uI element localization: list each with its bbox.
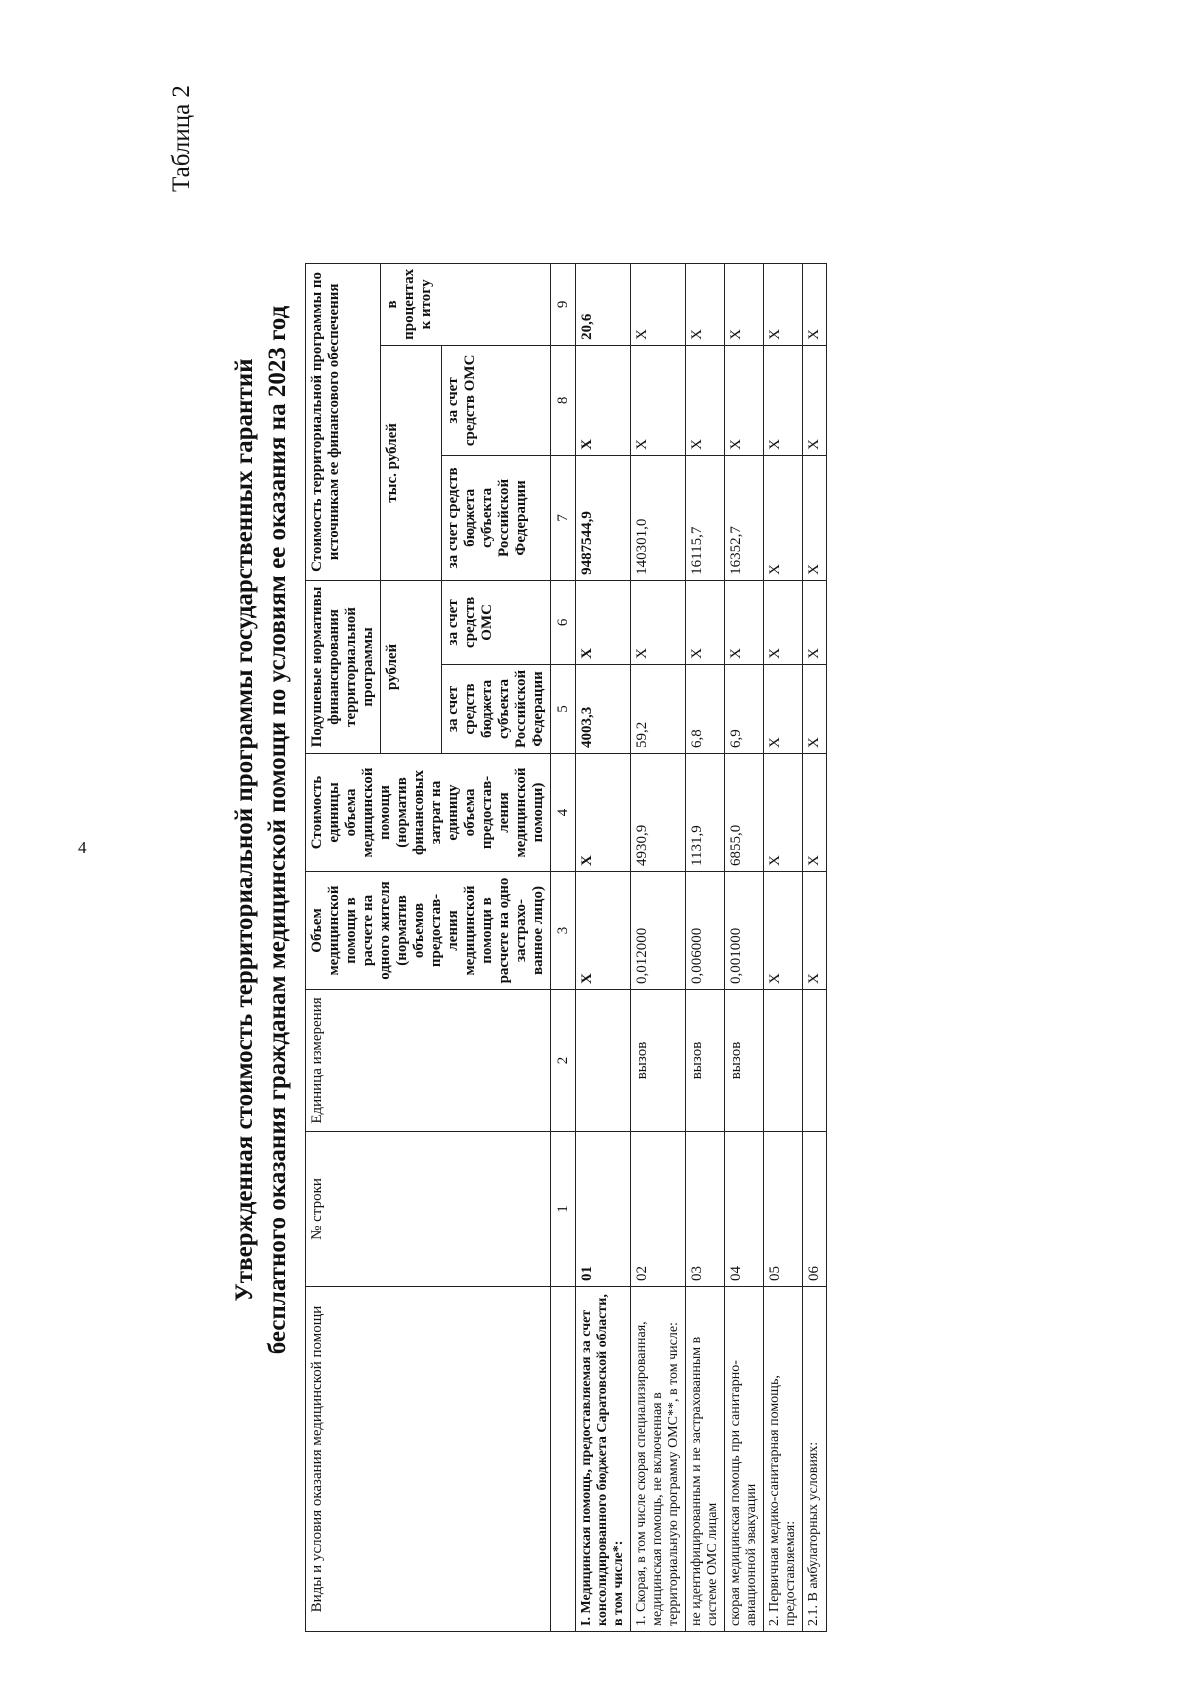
title-line-2: бесплатного оказания гражданам медицинской помощи по условиям ее оказания на 2023 год <box>264 305 291 1355</box>
col-number: 5 <box>551 664 576 753</box>
row-unit-cost: Х <box>576 754 631 872</box>
cost-table <box>305 263 827 1632</box>
row-pc-budget: Х <box>803 664 827 753</box>
row-unit <box>803 990 827 1132</box>
row-unit-cost: 4930,9 <box>631 754 686 872</box>
row-percent: Х <box>725 263 764 345</box>
header-volume: Объем медицинской помощи в расчете на одного жителя (норматив объемов предостав-ления медицинской помощи в расчете на одно застрахо-ванное лицо) <box>306 872 551 990</box>
row-cost-oms: Х <box>764 345 803 455</box>
header-unit: Единица измерения <box>306 990 551 1132</box>
row-unit: вызов <box>686 990 725 1132</box>
row-percent: Х <box>764 263 803 345</box>
row-cost-oms: Х <box>686 345 725 455</box>
row-pc-budget: 6,8 <box>686 664 725 753</box>
col-number: 4 <box>551 754 576 872</box>
row-cost-oms: Х <box>803 345 827 455</box>
table-row <box>576 263 631 1631</box>
row-cost-oms: Х <box>576 345 631 455</box>
col-number: 8 <box>551 345 576 455</box>
row-line-no: 03 <box>686 1132 725 1287</box>
table-row <box>764 263 803 1631</box>
row-cost-budget: 16352,7 <box>725 455 764 580</box>
page-number: 4 <box>78 838 87 857</box>
header-cost-oms: за счет средств ОМС <box>442 345 551 455</box>
row-cost-budget: Х <box>764 455 803 580</box>
table-row <box>631 263 686 1631</box>
row-name: 1. Скорая, в том числе скорая специализированная, медицинская помощь, не включенная в территориальную программу ОМС**, в том числе: <box>631 1287 686 1632</box>
row-unit <box>764 990 803 1132</box>
row-name: 2.1. В амбулаторных условиях: <box>803 1287 827 1632</box>
header-rubles: рублей <box>381 580 442 753</box>
header-cost-budget: за счет средств бюджета субъекта Российской Федерации <box>442 455 551 580</box>
row-pc-oms: Х <box>803 580 827 664</box>
row-pc-oms: Х <box>725 580 764 664</box>
row-pc-budget: Х <box>764 664 803 753</box>
row-pc-budget: 6,9 <box>725 664 764 753</box>
col-number: 2 <box>551 990 576 1132</box>
document-title <box>228 120 294 1540</box>
row-pc-oms: Х <box>576 580 631 664</box>
row-line-no: 02 <box>631 1132 686 1287</box>
row-name: скорая медицинская помощь при санитарно-авиационной эвакуации <box>725 1287 764 1632</box>
row-pc-budget: 59,2 <box>631 664 686 753</box>
header-unit-cost: Стоимость единицы объема медицинской помощи (норматив финансовых затрат на единицу объема предостав-ления медицинской помощи) <box>306 754 551 872</box>
row-line-no: 06 <box>803 1132 827 1287</box>
header-kind: Виды и условия оказания медицинской помощи <box>306 1287 551 1632</box>
row-name: 2. Первичная медико-санитарная помощь, предоставляемая: <box>764 1287 803 1632</box>
row-pc-oms: Х <box>686 580 725 664</box>
header-pc-budget: за счет средств бюджета субъекта Российской Федерации <box>442 664 551 753</box>
row-unit <box>576 990 631 1132</box>
row-line-no: 01 <box>576 1132 631 1287</box>
row-percent: 20,6 <box>576 263 631 345</box>
table-row <box>686 263 725 1631</box>
row-volume: Х <box>803 872 827 990</box>
row-cost-budget: 9487544,9 <box>576 455 631 580</box>
row-unit-cost: 1131,9 <box>686 754 725 872</box>
row-unit-cost: 6855,0 <box>725 754 764 872</box>
table-label: Таблица 2 <box>168 85 195 192</box>
row-name: I. Медицинская помощь, предоставляемая за счет консолидированного бюджета Саратовской области, в том числе*: <box>576 1287 631 1632</box>
row-cost-budget: 16115,7 <box>686 455 725 580</box>
table-row <box>803 263 827 1631</box>
row-line-no: 05 <box>764 1132 803 1287</box>
header-program-cost: Стоимость территориальной программы по источникам ее финансового обеспечения <box>306 263 381 580</box>
row-volume: Х <box>576 872 631 990</box>
col-number <box>551 1287 576 1632</box>
header-thousand-rubles: тыс. рублей <box>381 345 442 580</box>
header-line-no: № строки <box>306 1132 551 1287</box>
row-name: не идентифицированным и не застрахованным в системе ОМС лицам <box>686 1287 725 1632</box>
column-number-row <box>551 263 576 1631</box>
col-number: 3 <box>551 872 576 990</box>
row-percent: Х <box>686 263 725 345</box>
row-unit-cost: Х <box>803 754 827 872</box>
header-per-capita: Подушевые нормативы финансирования территориальной программы <box>306 580 381 753</box>
title-line-1: Утвержденная стоимость территориальной программы государственных гарантий <box>231 358 258 1302</box>
header-percent: в процентах к итогу <box>381 263 551 345</box>
row-cost-budget: Х <box>803 455 827 580</box>
row-unit: вызов <box>725 990 764 1132</box>
row-pc-oms: Х <box>631 580 686 664</box>
row-cost-oms: Х <box>631 345 686 455</box>
row-unit: вызов <box>631 990 686 1132</box>
row-pc-budget: 4003,3 <box>576 664 631 753</box>
col-number: 7 <box>551 455 576 580</box>
row-volume: Х <box>764 872 803 990</box>
col-number: 6 <box>551 580 576 664</box>
col-number: 1 <box>551 1132 576 1287</box>
row-percent: Х <box>803 263 827 345</box>
row-unit-cost: Х <box>764 754 803 872</box>
row-percent: Х <box>631 263 686 345</box>
row-cost-budget: 140301,0 <box>631 455 686 580</box>
table-row <box>725 263 764 1631</box>
row-volume: 0,001000 <box>725 872 764 990</box>
header-pc-oms: за счет средств ОМС <box>442 580 551 664</box>
row-cost-oms: Х <box>725 345 764 455</box>
row-line-no: 04 <box>725 1132 764 1287</box>
rotated-sheet <box>0 25 1100 1660</box>
row-pc-oms: Х <box>764 580 803 664</box>
header-row-1 <box>306 263 381 1631</box>
row-volume: 0,006000 <box>686 872 725 990</box>
col-number: 9 <box>551 263 576 345</box>
row-volume: 0,012000 <box>631 872 686 990</box>
